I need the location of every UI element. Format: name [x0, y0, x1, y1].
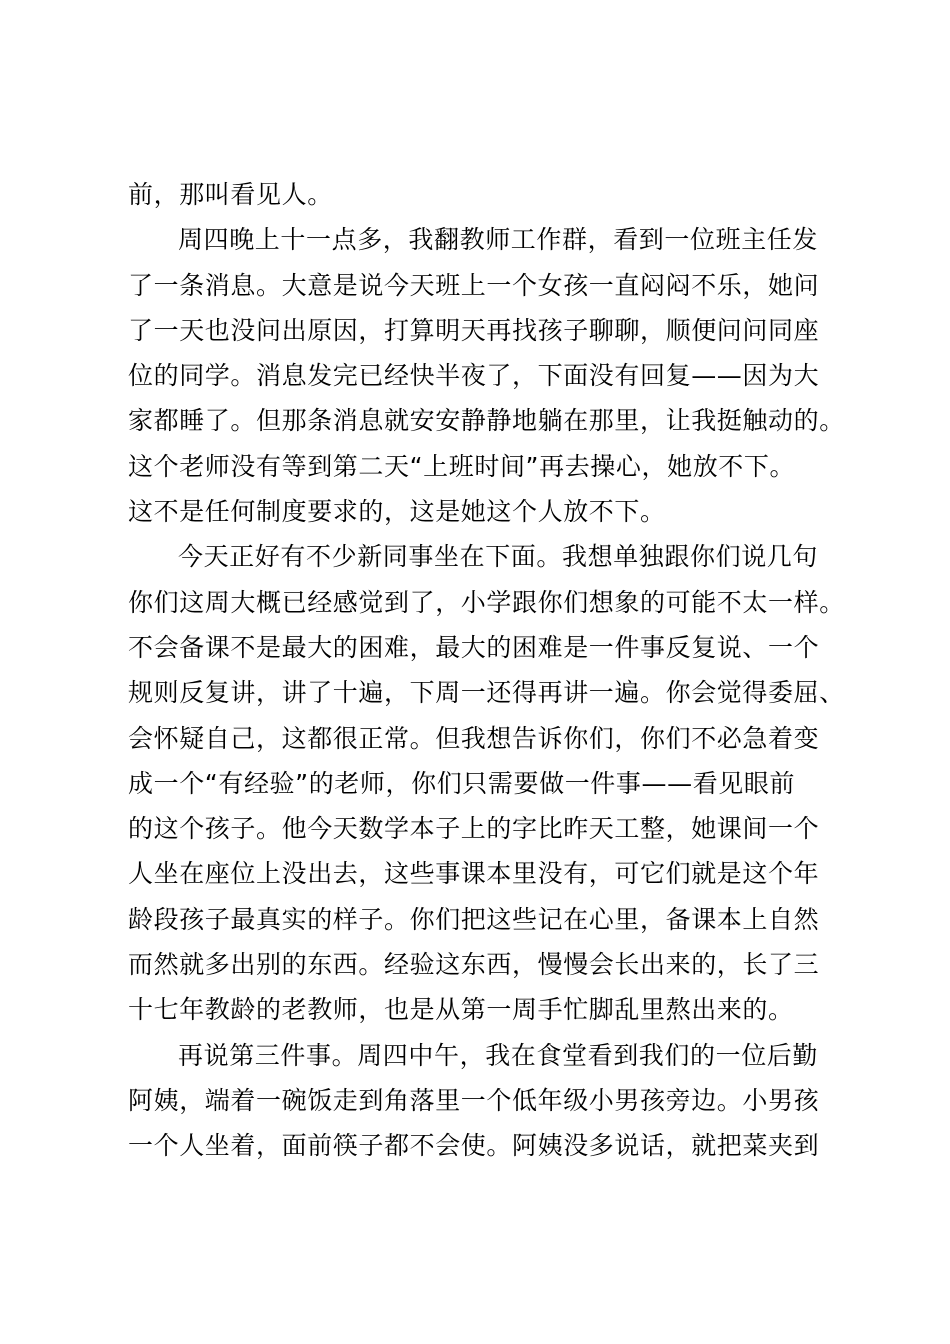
text-line-19: 十七年教龄的老教师，也是从第一周手忙脚乱里熬出来的。	[128, 995, 794, 1025]
text-line-16: 人坐在座位上没出去，这些事课本里没有，可它们就是这个年	[128, 859, 820, 889]
text-line-6: 家都睡了。但那条消息就安安静静地躺在那里，让我挺触动的。	[128, 406, 845, 436]
text-line-22: 一个人坐着，面前筷子都不会使。阿姨没多说话，就把菜夹到	[128, 1131, 820, 1161]
text-line-12: 规则反复讲，讲了十遍，下周一还得再讲一遍。你会觉得委屈、	[128, 678, 845, 708]
text-line-21: 阿姨，端着一碗饭走到角落里一个低年级小男孩旁边。小男孩	[128, 1085, 820, 1115]
text-line-2: 周四晚上十一点多，我翻教师工作群，看到一位班主任发	[178, 225, 819, 255]
text-line-14: 成一个“有经验”的老师，你们只需要做一件事——看见眼前	[128, 768, 796, 798]
text-line-1: 前，那叫看见人。	[128, 180, 333, 209]
text-line-4: 了一天也没问出原因，打算明天再找孩子聊聊，顺便问问同座	[128, 315, 820, 345]
text-line-13: 会怀疑自己，这都很正常。但我想告诉你们，你们不必急着变	[128, 723, 820, 753]
body-text	[128, 172, 848, 1169]
text-line-3: 了一条消息。大意是说今天班上一个女孩一直闷闷不乐，她问	[128, 270, 820, 300]
text-line-7: 这个老师没有等到第二天“上班时间”再去操心，她放不下。	[128, 451, 796, 481]
text-line-20: 再说第三件事。周四中午，我在食堂看到我们的一位后勤	[178, 1040, 819, 1070]
text-line-17: 龄段孩子最真实的样子。你们把这些记在心里，备课本上自然	[128, 904, 820, 934]
text-line-9: 今天正好有不少新同事坐在下面。我想单独跟你们说几句	[178, 542, 819, 572]
text-line-10: 你们这周大概已经感觉到了，小学跟你们想象的可能不太一样。	[128, 587, 845, 617]
text-line-8: 这不是任何制度要求的，这是她这个人放不下。	[128, 497, 666, 527]
text-line-5: 位的同学。消息发完已经快半夜了，下面没有回复——因为大	[128, 361, 820, 391]
text-line-11: 不会备课不是最大的困难，最大的困难是一件事反复说、一个	[128, 632, 820, 662]
text-line-18: 而然就多出别的东西。经验这东西，慢慢会长出来的，长了三	[128, 950, 820, 980]
text-line-15: 的这个孩子。他今天数学本子上的字比昨天工整，她课间一个	[128, 814, 820, 844]
